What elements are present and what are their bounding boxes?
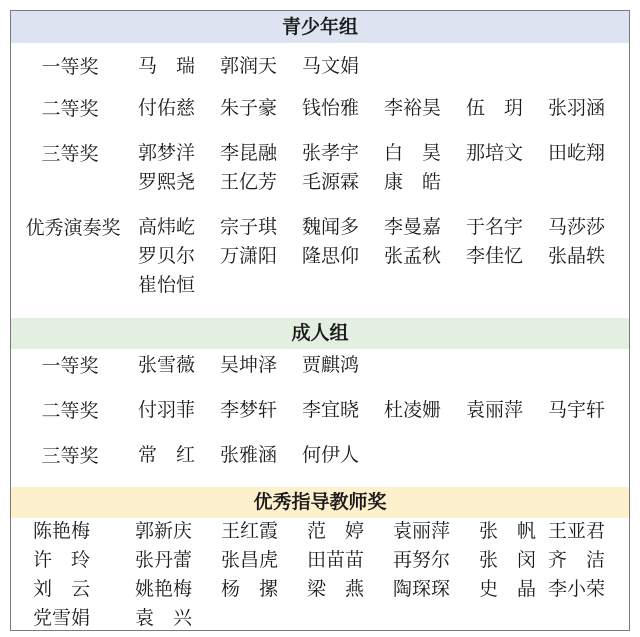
winner-name: 马文娟 bbox=[302, 55, 360, 77]
teacher-name: 王红霞 bbox=[221, 520, 279, 542]
teacher-name: 袁丽萍 bbox=[393, 520, 451, 542]
winner-name: 宗子琪 bbox=[220, 216, 278, 238]
section-header-youth: 青少年组 bbox=[11, 11, 629, 43]
teacher-name: 杨 摞 bbox=[221, 578, 279, 600]
winner-name: 康 皓 bbox=[384, 171, 442, 193]
winner-name: 张雅涵 bbox=[220, 444, 278, 466]
winner-name: 张孟秋 bbox=[384, 245, 442, 267]
winner-name: 李梦轩 bbox=[220, 399, 278, 421]
category-label: 一等奖 bbox=[41, 56, 99, 78]
winner-name: 付佑慈 bbox=[138, 97, 196, 119]
awards-table bbox=[10, 10, 630, 631]
teacher-name: 党雪娟 bbox=[33, 607, 91, 629]
teacher-name: 陶琛琛 bbox=[393, 578, 451, 600]
winner-name: 杜凌姗 bbox=[384, 399, 442, 421]
winner-name: 张雪薇 bbox=[138, 354, 196, 376]
category-label: 一等奖 bbox=[41, 355, 99, 377]
winner-name: 崔怡恒 bbox=[138, 274, 196, 296]
name-list bbox=[138, 52, 628, 81]
teacher-name: 史 晶 bbox=[479, 578, 537, 600]
teacher-name: 许 玲 bbox=[33, 549, 91, 571]
teacher-name: 张丹蕾 bbox=[135, 549, 193, 571]
category-label: 二等奖 bbox=[41, 98, 99, 120]
category-label: 三等奖 bbox=[41, 143, 99, 165]
teacher-name: 郭新庆 bbox=[135, 520, 193, 542]
name-list bbox=[138, 351, 628, 380]
winner-name: 罗熙尧 bbox=[138, 171, 196, 193]
winner-name: 高炜屹 bbox=[138, 216, 196, 238]
winner-name: 钱怡雅 bbox=[302, 97, 360, 119]
winner-name: 于名宇 bbox=[466, 216, 524, 238]
winner-name: 郭梦洋 bbox=[138, 142, 196, 164]
name-list bbox=[138, 139, 628, 197]
name-list bbox=[138, 94, 628, 123]
teacher-name: 袁 兴 bbox=[135, 607, 193, 629]
teacher-name: 李小荣 bbox=[548, 578, 606, 600]
category-label: 二等奖 bbox=[41, 400, 99, 422]
category-label: 三等奖 bbox=[41, 445, 99, 467]
section-header-teachers: 优秀指导教师奖 bbox=[11, 487, 629, 518]
teacher-name: 刘 云 bbox=[33, 578, 91, 600]
winner-name: 袁丽萍 bbox=[466, 399, 524, 421]
winner-name: 隆思仰 bbox=[302, 245, 360, 267]
winner-name: 伍 玥 bbox=[466, 97, 524, 119]
winner-name: 付羽菲 bbox=[138, 399, 196, 421]
winner-name: 马 瑞 bbox=[138, 55, 196, 77]
winner-name: 田屹翔 bbox=[548, 142, 606, 164]
winner-name: 张孝宇 bbox=[302, 142, 360, 164]
teacher-name: 范 婷 bbox=[307, 520, 365, 542]
winner-name: 李裕昊 bbox=[384, 97, 442, 119]
winner-name: 毛源霖 bbox=[302, 171, 360, 193]
name-list bbox=[138, 396, 628, 425]
winner-name: 白 昊 bbox=[384, 142, 442, 164]
teacher-name-list bbox=[33, 517, 628, 633]
winner-name: 李佳忆 bbox=[466, 245, 524, 267]
winner-name: 张羽涵 bbox=[548, 97, 606, 119]
name-list bbox=[138, 441, 628, 470]
teacher-name: 张昌虎 bbox=[221, 549, 279, 571]
winner-name: 吴坤泽 bbox=[220, 354, 278, 376]
teacher-name: 田苗苗 bbox=[307, 549, 365, 571]
name-list bbox=[138, 213, 628, 300]
teacher-name: 王亚君 bbox=[548, 520, 606, 542]
winner-name: 李曼嘉 bbox=[384, 216, 442, 238]
teacher-name: 梁 燕 bbox=[307, 578, 365, 600]
winner-name: 郭润天 bbox=[220, 55, 278, 77]
winner-name: 朱子豪 bbox=[220, 97, 278, 119]
winner-name: 贾麒鸿 bbox=[302, 354, 360, 376]
winner-name: 那培文 bbox=[466, 142, 524, 164]
teacher-name: 姚艳梅 bbox=[135, 578, 193, 600]
teacher-name: 齐 洁 bbox=[548, 549, 606, 571]
teacher-name: 张 闵 bbox=[479, 549, 537, 571]
winner-name: 李宜晓 bbox=[302, 399, 360, 421]
winner-name: 常 红 bbox=[138, 444, 196, 466]
winner-name: 何伊人 bbox=[302, 444, 360, 466]
winner-name: 马莎莎 bbox=[548, 216, 606, 238]
winner-name: 魏闻多 bbox=[302, 216, 360, 238]
winner-name: 李昆融 bbox=[220, 142, 278, 164]
winner-name: 王亿芳 bbox=[220, 171, 278, 193]
winner-name: 罗贝尔 bbox=[138, 245, 196, 267]
teacher-name: 再努尔 bbox=[393, 549, 451, 571]
winner-name: 马宇轩 bbox=[548, 399, 606, 421]
section-header-adult: 成人组 bbox=[11, 318, 629, 349]
winner-name: 张晶轶 bbox=[548, 245, 606, 267]
teacher-name: 陈艳梅 bbox=[33, 520, 91, 542]
winner-name: 万潇阳 bbox=[220, 245, 278, 267]
teacher-name: 张 帆 bbox=[479, 520, 537, 542]
category-label: 优秀演奏奖 bbox=[25, 217, 121, 239]
